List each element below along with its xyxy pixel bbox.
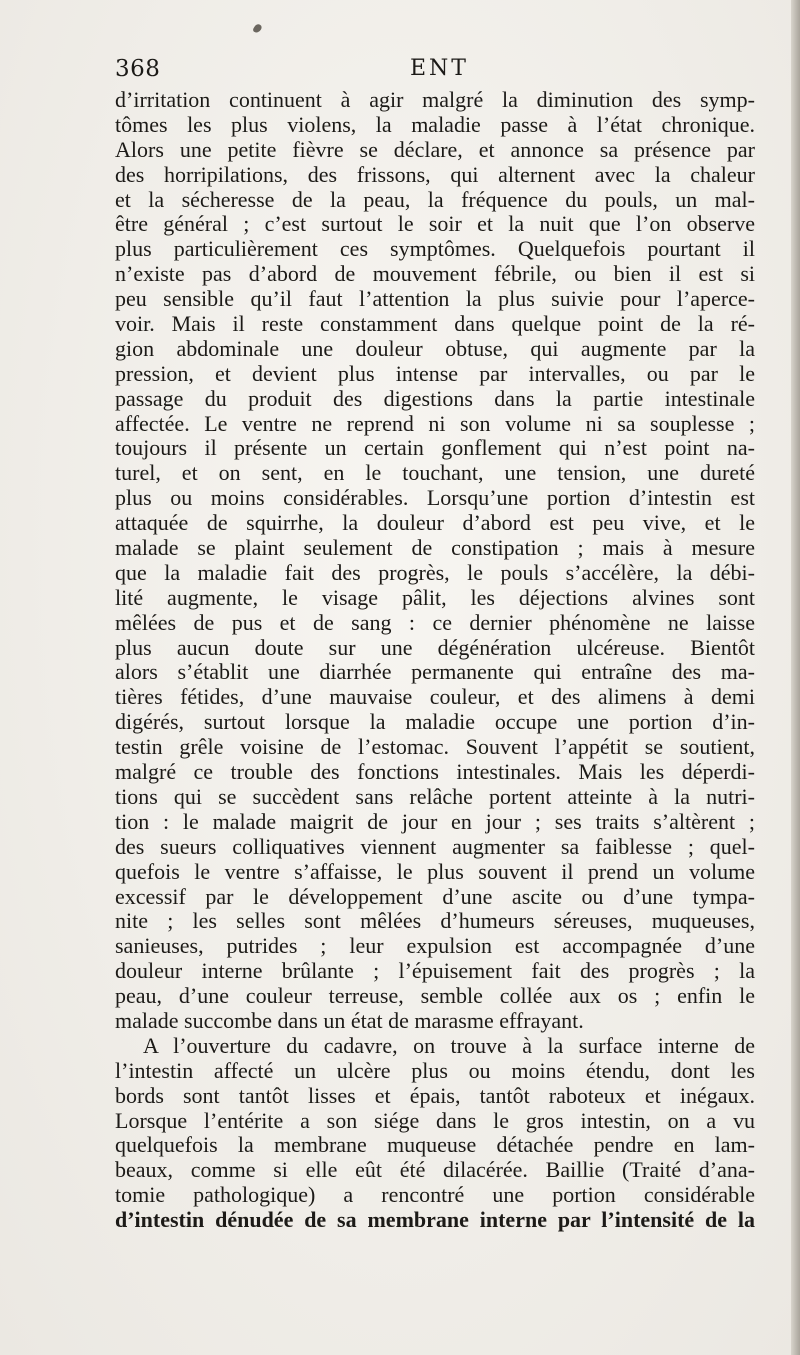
- text-line: tions qui se succèdent sans relâche portent atteinte à la nutri-: [115, 784, 755, 809]
- text-line: d’irritation continuent à agir malgré la diminution des symp-: [115, 88, 755, 112]
- text-line: malade se plaint seulement de constipation ; mais à mesure: [115, 536, 755, 561]
- text-line: Alors une petite fièvre se déclare, et annonce sa présence par: [115, 137, 755, 162]
- text-line: excessif par le développement d’une ascite ou d’une tympa-: [115, 884, 755, 909]
- body-text: [115, 88, 755, 1233]
- text-line: testin grêle voisine de l’estomac. Souvent l’appétit se soutient,: [115, 735, 755, 760]
- page-number: 368: [115, 56, 161, 82]
- text-line: gion abdominale une douleur obtuse, qui augmente par la: [115, 336, 755, 361]
- text-line: plus aucun doute sur une dégénération ulcéreuse. Bientôt: [115, 635, 755, 660]
- text-line: attaquée de squirrhe, la douleur d’abord est peu vive, et le: [115, 511, 755, 536]
- text-line: d’intestin dénudée de sa membrane interne par l’intensité de la: [115, 1208, 755, 1233]
- text-line: des sueurs colliquatives viennent augmenter sa faiblesse ; quel-: [115, 834, 755, 859]
- text-line: tières fétides, d’une mauvaise couleur, et des alimens à demi: [115, 685, 755, 710]
- text-line: mêlées de pus et de sang : ce dernier phénomène ne laisse: [115, 610, 755, 635]
- text-line: nite ; les selles sont mêlées d’humeurs séreuses, muqueuses,: [115, 909, 755, 934]
- ink-blot: [252, 23, 263, 34]
- text-line: être général ; c’est surtout le soir et la nuit que l’on observe: [115, 212, 755, 237]
- text-line: malgré ce trouble des fonctions intestinales. Mais les déperdi-: [115, 760, 755, 785]
- paragraph-start-line: A l’ouverture du cadavre, on trouve à la surface interne de: [143, 1033, 755, 1058]
- text-line: peu sensible qu’il faut l’attention la plus suivie pour l’aperce-: [115, 287, 755, 312]
- text-line: bords sont tantôt lisses et épais, tantôt raboteux et inégaux.: [115, 1083, 755, 1108]
- text-line: turel, et on sent, en le touchant, une tension, une dureté: [115, 461, 755, 486]
- text-line: l’intestin affecté un ulcère plus ou moins étendu, dont les: [115, 1058, 755, 1083]
- text-line: et la sécheresse de la peau, la fréquence du pouls, un mal-: [115, 187, 755, 212]
- running-head: ENT: [410, 56, 469, 81]
- text-line: plus particulièrement ces symptômes. Quelquefois pourtant il: [115, 237, 755, 262]
- page-edge-shadow: [791, 0, 800, 1355]
- text-line: pression, et devient plus intense par intervalles, ou par le: [115, 361, 755, 386]
- text-line: lité augmente, le visage pâlit, les déjections alvines sont: [115, 585, 755, 610]
- paragraph-end-line: malade succombe dans un état de marasme effrayant.: [115, 1008, 584, 1033]
- text-line: quelquefois la membrane muqueuse détachée pendre en lam-: [115, 1133, 755, 1158]
- text-line: tion : le malade maigrit de jour en jour ; ses traits s’altèrent ;: [115, 809, 755, 834]
- text-line: toujours il présente un certain gonflement qui n’est point na-: [115, 436, 755, 461]
- text-line: digérés, surtout lorsque la maladie occupe une portion d’in-: [115, 710, 755, 735]
- text-line: passage du produit des digestions dans la partie intestinale: [115, 386, 755, 411]
- text-line: tômes les plus violens, la maladie passe à l’état chronique.: [115, 112, 755, 137]
- text-line: douleur interne brûlante ; l’épuisement fait des progrès ; la: [115, 959, 755, 984]
- text-line: n’existe pas d’abord de mouvement fébrile, ou bien il est si: [115, 262, 755, 287]
- text-line: sanieuses, putrides ; leur expulsion est accompagnée d’une: [115, 934, 755, 959]
- text-line: beaux, comme si elle eût été dilacérée. Baillie (Traité d’ana-: [115, 1158, 755, 1183]
- text-line: des horripilations, des frissons, qui alternent avec la chaleur: [115, 162, 755, 187]
- text-line: Lorsque l’entérite a son siége dans le gros intestin, on a vu: [115, 1108, 755, 1133]
- text-line: que la maladie fait des progrès, le pouls s’accélère, la débi-: [115, 560, 755, 585]
- text-line: voir. Mais il reste constamment dans quelque point de la ré-: [115, 312, 755, 337]
- text-line: plus ou moins considérables. Lorsqu’une portion d’intestin est: [115, 486, 755, 511]
- text-line: peau, d’une couleur terreuse, semble collée aux os ; enfin le: [115, 984, 755, 1009]
- text-line: affectée. Le ventre ne reprend ni son volume ni sa souplesse ;: [115, 411, 755, 436]
- text-line: tomie pathologique) a rencontré une portion considérable: [115, 1183, 755, 1208]
- text-line: alors s’établit une diarrhée permanente qui entraîne des ma-: [115, 660, 755, 685]
- text-line: quefois le ventre s’affaisse, le plus souvent il prend un volume: [115, 859, 755, 884]
- page-header: [115, 56, 755, 84]
